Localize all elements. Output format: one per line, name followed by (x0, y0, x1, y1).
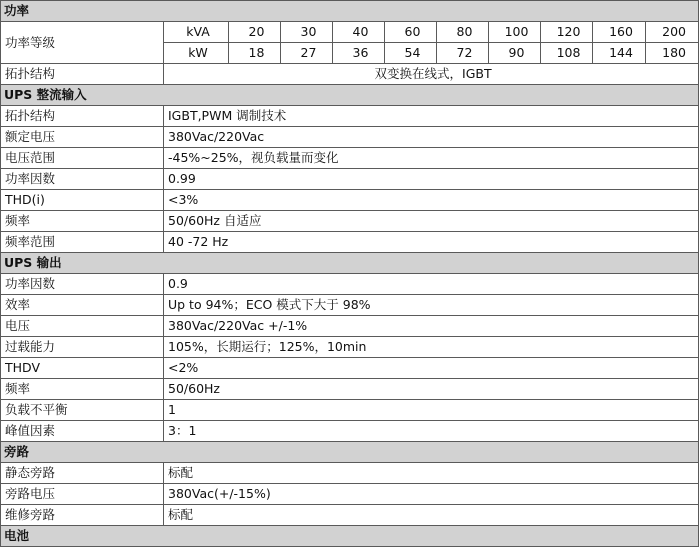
row-value: -45%~25%，视负载量而变化 (164, 148, 699, 169)
table-row (1, 463, 699, 484)
kw-value: 90 (489, 43, 541, 64)
row-value: 标配 (164, 505, 699, 526)
table-row (1, 358, 699, 379)
kva-value: 160 (593, 22, 646, 43)
row-label: 电压范围 (1, 148, 164, 169)
table-row (1, 211, 699, 232)
table-row (1, 190, 699, 211)
row-value: 50/60Hz (164, 379, 699, 400)
kva-value: 200 (646, 22, 699, 43)
kva-value: 100 (489, 22, 541, 43)
table-row (1, 148, 699, 169)
row-label: 效率 (1, 295, 164, 316)
row-value: 标配 (164, 463, 699, 484)
kw-value: 108 (541, 43, 593, 64)
kva-value: 40 (333, 22, 385, 43)
topology-label: 拓扑结构 (1, 64, 164, 85)
section-title: UPS 整流输入 (1, 85, 699, 106)
section-header-rectifier (1, 85, 699, 106)
table-row (1, 421, 699, 442)
row-value: 0.9 (164, 274, 699, 295)
table-row (1, 337, 699, 358)
row-value: Up to 94%；ECO 模式下大于 98% (164, 295, 699, 316)
table-row (1, 379, 699, 400)
row-label: 维修旁路 (1, 505, 164, 526)
kva-value: 20 (229, 22, 281, 43)
row-label: 拓扑结构 (1, 106, 164, 127)
section-header-bypass (1, 442, 699, 463)
row-label: 频率范围 (1, 232, 164, 253)
row-label: 负载不平衡 (1, 400, 164, 421)
row-label: 额定电压 (1, 127, 164, 148)
row-value: IGBT,PWM 调制技术 (164, 106, 699, 127)
row-label: 频率 (1, 211, 164, 232)
row-label: THD(i) (1, 190, 164, 211)
unit-kva: kVA (164, 22, 229, 43)
row-value: 105%，长期运行；125%，10min (164, 337, 699, 358)
row-value: 380Vac/220Vac (164, 127, 699, 148)
topology-value: 双变换在线式，IGBT (164, 64, 699, 85)
kw-value: 27 (281, 43, 333, 64)
section-title: 旁路 (1, 442, 699, 463)
table-row (1, 484, 699, 505)
kva-value: 120 (541, 22, 593, 43)
row-value: 40 -72 Hz (164, 232, 699, 253)
row-value: 1 (164, 400, 699, 421)
table-row (1, 400, 699, 421)
table-row (1, 274, 699, 295)
section-title: 功率 (1, 1, 699, 22)
table-row (1, 505, 699, 526)
unit-kw: kW (164, 43, 229, 64)
row-label: 静态旁路 (1, 463, 164, 484)
row-label: 峰值因素 (1, 421, 164, 442)
kva-value: 30 (281, 22, 333, 43)
kw-value: 72 (437, 43, 489, 64)
row-value: 380Vac/220Vac +/-1% (164, 316, 699, 337)
row-label: 电压 (1, 316, 164, 337)
table-row (1, 169, 699, 190)
power-rating-label: 功率等级 (1, 22, 164, 64)
kw-value: 18 (229, 43, 281, 64)
row-value: <2% (164, 358, 699, 379)
table-row (1, 127, 699, 148)
row-label: THDV (1, 358, 164, 379)
row-value: 3：1 (164, 421, 699, 442)
section-header-power (1, 1, 699, 22)
table-row (1, 232, 699, 253)
row-label: 功率因数 (1, 169, 164, 190)
kw-value: 54 (385, 43, 437, 64)
row-value: 380Vac(+/-15%) (164, 484, 699, 505)
section-header-battery (1, 526, 699, 547)
kva-value: 60 (385, 22, 437, 43)
table-row (1, 295, 699, 316)
table-row (1, 106, 699, 127)
section-title: 电池 (1, 526, 699, 547)
table-row (1, 316, 699, 337)
table-row (1, 22, 699, 43)
row-label: 功率因数 (1, 274, 164, 295)
row-label: 频率 (1, 379, 164, 400)
section-header-output (1, 253, 699, 274)
row-value: <3% (164, 190, 699, 211)
kw-value: 36 (333, 43, 385, 64)
table-row (1, 64, 699, 85)
kva-value: 80 (437, 22, 489, 43)
kw-value: 144 (593, 43, 646, 64)
row-value: 50/60Hz 自适应 (164, 211, 699, 232)
section-title: UPS 输出 (1, 253, 699, 274)
row-value: 0.99 (164, 169, 699, 190)
row-label: 过载能力 (1, 337, 164, 358)
kw-value: 180 (646, 43, 699, 64)
row-label: 旁路电压 (1, 484, 164, 505)
